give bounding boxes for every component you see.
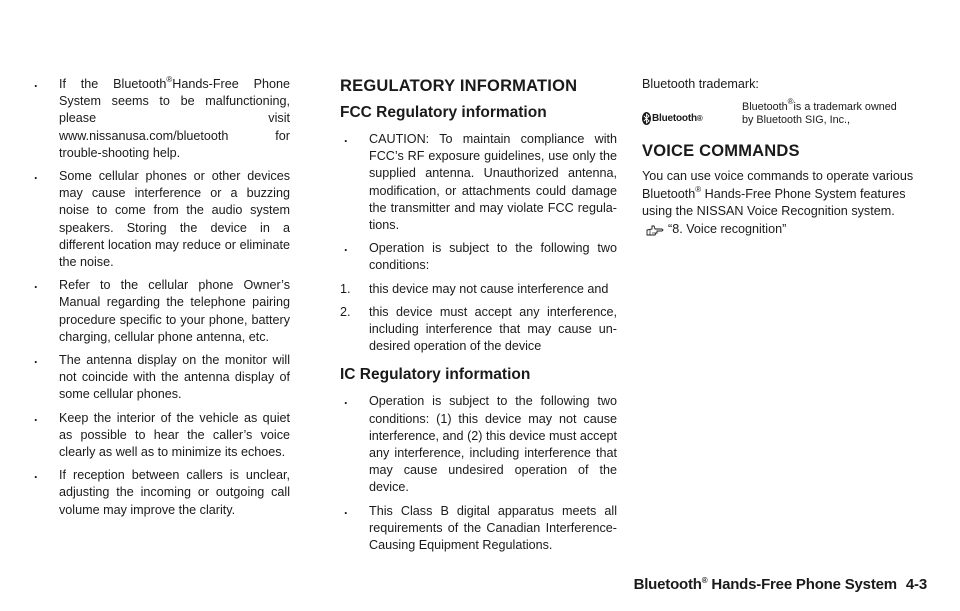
voice-recognition-link[interactable]: “8. Voice recognition” (668, 222, 787, 237)
fcc-conditions-list (340, 281, 617, 356)
list-item: 2. this device must accept any interference, including interference that may cause un-desired operation of the device (340, 304, 617, 354)
list-item: 1. this device may not cause interference and (340, 281, 609, 296)
trademark-notice: Bluetooth®is a trademark owned by Bluetooth SIG, Inc., (742, 97, 897, 127)
trademark-row (642, 97, 927, 127)
list-item: . If reception between callers is unclear, adjusting the incoming or outgoing call volume may improve the clarity. (34, 467, 290, 517)
list-item: . Refer to the cellular phone Owner’s Manual regarding the telephone pairing procedure specific to your phone, battery charging, cellular phone antenna, etc. (34, 277, 290, 344)
middle-column (340, 76, 617, 560)
left-column (30, 76, 290, 525)
bluetooth-icon (642, 112, 651, 125)
voice-commands-text: You can use voice commands to operate various Bluetooth® Hands-Free Phone System features using the NISSAN Voice Recognition system. (642, 169, 914, 218)
list-item: . If the Bluetooth®Hands-Free Phone System seems to be malfunctioning, please visit www.nissanusa.com/bluetooth for trouble-shooting help. (34, 75, 290, 160)
regulatory-heading: REGULATORY INFORMATION (340, 77, 578, 95)
page-number: 4-3 (905, 576, 927, 593)
pointing-hand-icon (646, 224, 664, 236)
right-column (642, 76, 927, 238)
page-footer (634, 576, 927, 593)
list-item: . This Class B digital apparatus meets all requirements of the Canadian Interference-Causing Equipment Regulations. (344, 502, 617, 553)
list-item: . Operation is subject to the following two conditions: (344, 240, 617, 273)
fcc-list (340, 131, 617, 275)
list-item: . The antenna display on the monitor will not coincide with the antenna display of some cellular phones. (34, 352, 290, 402)
footer-title: Bluetooth® Hands-Free Phone System (633, 576, 897, 593)
list-item: . Some cellular phones or other devices may cause interference or a buzzing noise to come from the audio system speakers. Storing the device in a different location may reduce or eliminate the noise. (34, 168, 290, 270)
bluetooth-logo: Bluetooth ® (642, 101, 742, 127)
list-item: . CAUTION: To maintain compliance with FCC’s RF exposure guidelines, use only the supplied antenna. Unauthorized antenna, modification, or attachments could damage the transmitter and may violate FCC regula-tions. (344, 131, 617, 233)
trademark-label: Bluetooth trademark: (642, 77, 759, 91)
tips-list (30, 76, 290, 519)
list-item: . Operation is subject to the following two conditions: (1) this device may not cause interference, and (2) this device must accept any interference, including interference that may cause undesired operation of the device. (344, 393, 617, 495)
ic-list (340, 393, 617, 554)
fcc-heading: FCC Regulatory information (340, 104, 547, 121)
voice-commands-heading: VOICE COMMANDS (642, 142, 800, 161)
ic-heading: IC Regulatory information (340, 366, 531, 384)
list-item: . Keep the interior of the vehicle as quiet as possible to hear the caller’s voice clearly as well as to minimize its echoes. (34, 409, 290, 460)
voice-recognition-reference (642, 221, 927, 238)
